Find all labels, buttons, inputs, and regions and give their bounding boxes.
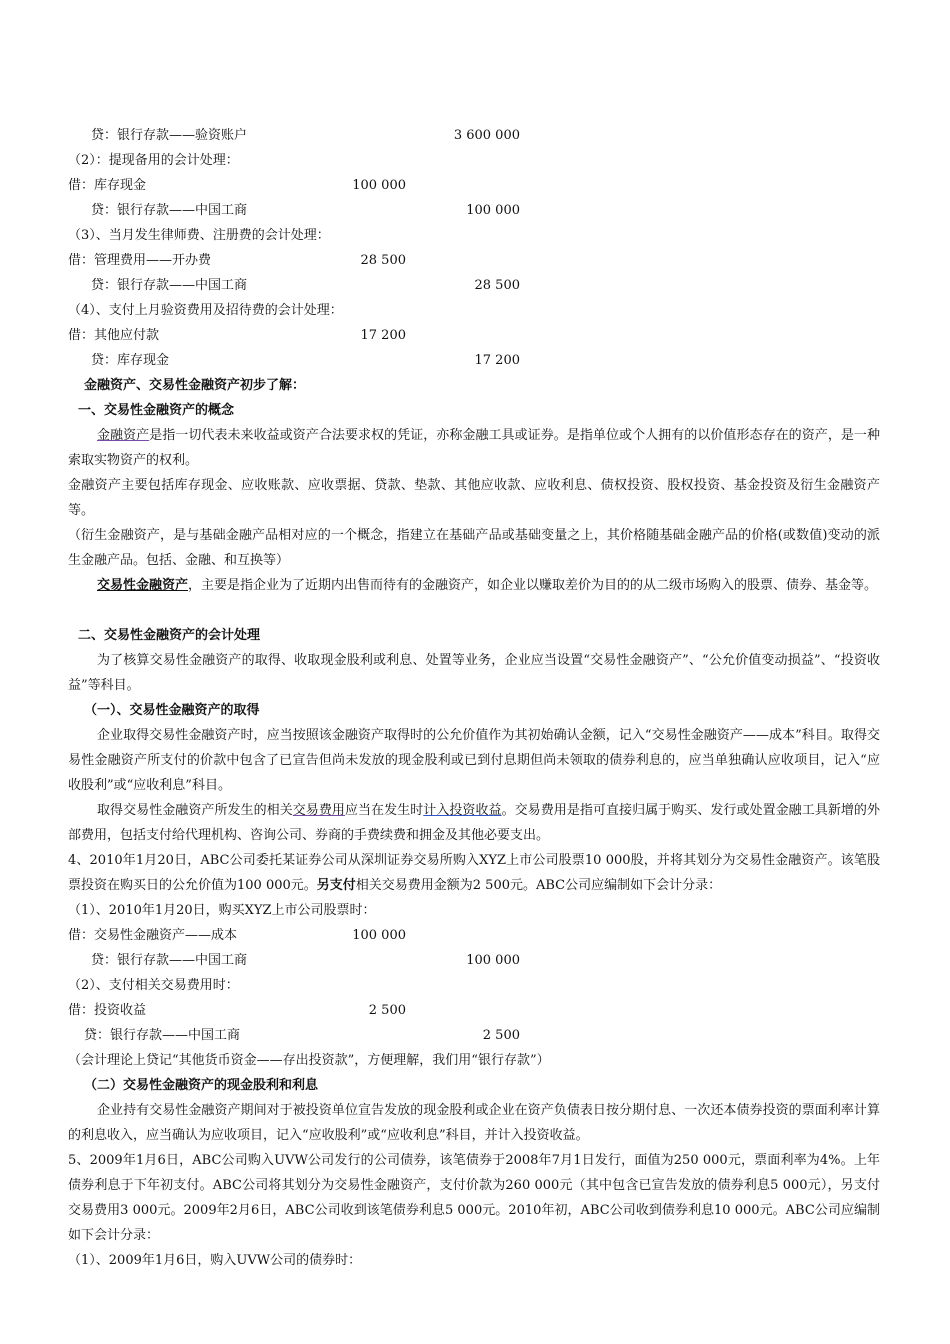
entry-account: 贷：库存现金	[91, 353, 170, 368]
entry-account: 贷：银行存款——验资账户	[91, 128, 248, 143]
document-page: 贷：银行存款——验资账户 3 600 000 （2）：提现备用的会计处理： 借：库存现金 100 000 贷：银行存款——中国工商 100 000 （3）、当月发生律师费、注册费的会计处理： 借：管理费用——开办费 28 500 贷：银行存款——中国工商 28 500 （4）、支付上月验资费用及招待费的会计处理： 借：其他应付款 17 200 贷：库存现金 17 200 金融资产、交易性金融资产初步了解： 一、交易性金融资产的概念 金融资产是指一切代表未来收益或资产合法要求权的凭证，亦称金融工具或证券。是指单位或个人拥有的以价值形态存在的资产，是一种索取实物资产的权利。 金融资产主要包括库存现金、应收账款、应收票据、贷款、垫款、其他应收款、应收利息、债权投资、股权投资、基金投资及衍生金融资产等。 （衍生金融资产，是与基础金融产品相对应的一个概念，指建立在基础产品或基础变量之上，其价格随基础金融产品的价格(或数值)变动的派生金融产品。包括、金融、和互换等） 交易性金融资产，主要是指企业为了近期内出售而待有的金融资产，如企业以赚取差价为目的的从二级市场购入的股票、债券、基金等。 二、交易性金融资产的会计处理 为了核算交易性金融资产的取得、收取现金股利或利息、处置等业务，企业应当设置“交易性金融资产”、“公允价值变动损益”、“投资收益”等科目。 （一）、交易性金融资产的取得 企业取得交易性金融资产时，应当按照该金融资产取得时的公允价值作为其初始确认金额，记入“交易性金融资产——成本”科目。取得交易性金融资产所支付的价款中包含了已宣告但尚未发放的现金股利或已到付息期但尚未领取的债券利息的，应当单独确认应收项目，记入“应收股利”或“应收利息”科目。 取得交易性金融资产所发生的相关交易费用应当在发生时计入投资收益。交易费用是指可直接归属于购买、发行或处置金融工具新增的外部费用，包括支付给代理机构、咨询公司、券商的手费续费和拥金及其他必要支出。 4、2010年1月20日，ABC公司委托某证券公司从深圳证券交易所购入XYZ上市公司股票10 000股，并将其划分为交易性金融资产。该笔股票投资在购买日的公允价值为100 000元。另支付相关交易费用金额为2 500元。ABC公司应编制如下会计分录： （1）、2010年1月20日，购买XYZ上市公司股票时： 借：交易性金融资产——成本 100 000 贷：银行存款——中国工商 100 000 （2）、支付相关交易费用时： 借：投资收益 2 500 贷：银行存款——中国工商 2 500 （会计理论上贷记“其他货币资金——存出投资款”，方便理解，我们用“银行存款”） （二）交易性金融资产的现金股利和利息 企业持有交易性金融资产期间对于被投资单位宣告发放的现金股利或企业在资产负债表日按分期付息、一次还本债券投资的票面利率计算的利息收入，应当确认为应收项目，记入“应收股利”或“应收利息”科目，并计入投资收益。 5、2009年1月6日，ABC公司购入UVW公司发行的公司债券，该笔债券于2008年7月1日发行，面值为250 000元，票面利率为4%。上年债券利息于下年初支付。ABC公司将其划分为交易性金融资产，支付价款为260 000元（其中包含已宣告发放的债券利息5 000元），另支付交易费用3 000元。2009年2月6日，ABC公司收到该笔债券利息5 000元。2010年初，ABC公司收到债券利息10 000元。ABC公司应编制如下会计分录： （1）、2009年1月6日，购入UVW公司的债券时：	[0, 0, 950, 1344]
paragraph-financial-asset-definition: 金融资产是指一切代表未来收益或资产合法要求权的凭证，亦称金融工具或证券。是指单位或个人拥有的以价值形态存在的资产，是一种索取实物资产的权利。	[68, 428, 880, 468]
entry-amount: 2 500	[368, 1003, 406, 1018]
entry-amount: 28 500	[474, 278, 520, 293]
entry-account: 借：管理费用——开办费	[68, 253, 212, 268]
term-transaction-cost: 交易费用	[292, 803, 345, 818]
term-trading-asset: 交易性金融资产	[97, 578, 189, 593]
paragraph-transaction-costs: 取得交易性金融资产所发生的相关交易费用应当在发生时计入投资收益。交易费用是指可直接归属于购买、发行或处置金融工具新增的外部费用，包括支付给代理机构、咨询公司、券商的手费续费和拥金及其他必要支出。	[68, 803, 880, 843]
entry-amount: 100 000	[466, 203, 520, 218]
step-label: （1）、2010年1月20日，购买XYZ上市公司股票时：	[68, 903, 376, 918]
step-label: （4）、支付上月验资费用及招待费的会计处理：	[68, 303, 343, 318]
entry-amount: 100 000	[352, 928, 406, 943]
step-label: （2）：提现备用的会计处理：	[68, 153, 239, 168]
entry-account: 贷：银行存款——中国工商	[84, 1028, 241, 1043]
paragraph-trading-asset-definition: 交易性金融资产，主要是指企业为了近期内出售而待有的金融资产，如企业以赚取差价为目的的从二级市场购入的股票、债券、基金等。	[97, 578, 878, 593]
entry-amount: 17 200	[360, 328, 406, 343]
entry-amount: 2 500	[482, 1028, 520, 1043]
paragraph-example-4: 4、2010年1月20日，ABC公司委托某证券公司从深圳证券交易所购入XYZ上市公司股票10 000股，并将其划分为交易性金融资产。该笔股票投资在购买日的公允价值为100 000元。另支付相关交易费用金额为2 500元。ABC公司应编制如下会计分录：	[68, 853, 880, 893]
entry-account: 借：投资收益	[68, 1003, 147, 1018]
entry-account: 借：其他应付款	[68, 328, 160, 343]
paragraph-accounts-setup: 为了核算交易性金融资产的取得、收取现金股利或利息、处置等业务，企业应当设置“交易性金融资产”、“公允价值变动损益”、“投资收益”等科目。	[68, 653, 880, 693]
entry-amount: 100 000	[466, 953, 520, 968]
entry-account: 贷：银行存款——中国工商	[91, 953, 248, 968]
step-label: （1）、2009年1月6日，购入UVW公司的债券时：	[68, 1253, 362, 1268]
entry-account: 贷：银行存款——中国工商	[91, 203, 248, 218]
entry-account: 贷：银行存款——中国工商	[91, 278, 248, 293]
term-investment-income: 计入投资收益	[423, 803, 502, 818]
paragraph-acquisition: 企业取得交易性金融资产时，应当按照该金融资产取得时的公允价值作为其初始确认金额，记入“交易性金融资产——成本”科目。取得交易性金融资产所支付的价款中包含了已宣告但尚未发放的现金股利或已到付息期但尚未领取的债券利息的，应当单独确认应收项目，记入“应收股利”或“应收利息”科目。	[68, 728, 880, 793]
paragraph-financial-asset-types: 金融资产主要包括库存现金、应收账款、应收票据、贷款、垫款、其他应收款、应收利息、债权投资、股权投资、基金投资及衍生金融资产等。	[68, 478, 880, 518]
entry-amount: 3 600 000	[453, 128, 520, 143]
step-label: （2）、支付相关交易费用时：	[68, 978, 239, 993]
term-financial-asset: 金融资产	[97, 428, 150, 443]
paragraph-derivatives-note: （衍生金融资产，是与基础金融产品相对应的一个概念，指建立在基础产品或基础变量之上，其价格随基础金融产品的价格(或数值)变动的派生金融产品。包括、金融、和互换等）	[68, 528, 880, 568]
emphasis-additional-payment: 另支付	[316, 878, 356, 893]
paragraph-dividends-interest: 企业持有交易性金融资产期间对于被投资单位宣告发放的现金股利或企业在资产负债表日按分期付息、一次还本债券投资的票面利率计算的利息收入，应当确认为应收项目，记入“应收股利”或“应收利息”科目，并计入投资收益。	[68, 1103, 880, 1143]
paragraph-example-5: 5、2009年1月6日，ABC公司购入UVW公司发行的公司债券，该笔债券于2008年7月1日发行，面值为250 000元，票面利率为4%。上年债券利息于下年初支付。ABC公司将其划分为交易性金融资产，支付价款为260 000元（其中包含已宣告发放的债券利息5 000元），另支付交易费用3 000元。2009年2月6日，ABC公司收到该笔债券利息5 000元。2010年初，ABC公司收到债券利息10 000元。ABC公司应编制如下会计分录：	[68, 1153, 880, 1243]
step-label: （3）、当月发生律师费、注册费的会计处理：	[68, 228, 330, 243]
entry-account: 借：库存现金	[68, 178, 147, 193]
entry-amount: 100 000	[352, 178, 406, 193]
entry-account: 借：交易性金融资产——成本	[68, 928, 238, 943]
entry-amount: 17 200	[474, 353, 520, 368]
entry-amount: 28 500	[360, 253, 406, 268]
